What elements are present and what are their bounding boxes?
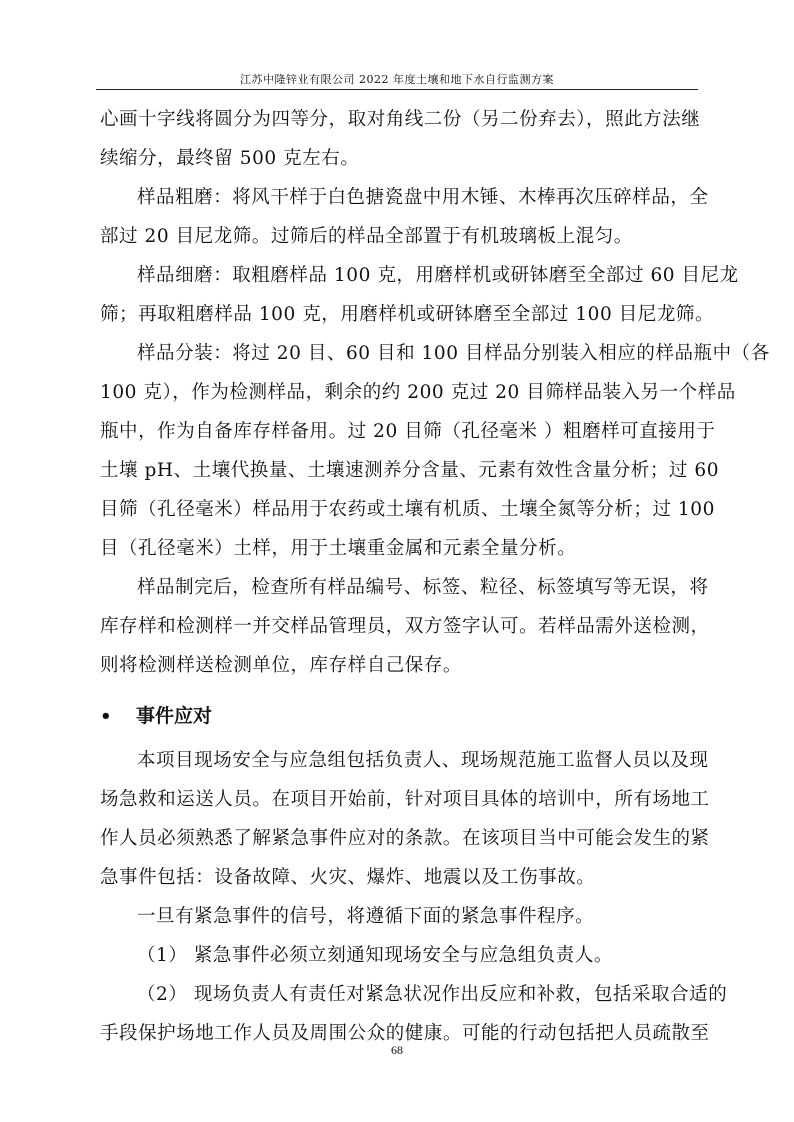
- text-line: 作人员必须熟悉了解紧急事件应对的条款。在该项目当中可能会发生的紧: [100, 828, 710, 849]
- text-line: （1） 紧急事件必须立刻通知现场安全与应急组负责人。: [137, 945, 613, 966]
- text-line: （2） 现场负责人有责任对紧急状况作出反应和补救，包括采取合适的: [137, 984, 728, 1005]
- text-line: 土壤 pH、土壤代换量、土壤速测养分含量、元素有效性含量分析；过 60: [100, 460, 720, 481]
- text-line: 目（孔径毫米）土样，用于土壤重金属和元素全量分析。: [100, 538, 577, 559]
- text-line: 目筛（孔径毫米）样品用于农药或土壤有机质、土壤全氮等分析；过 100: [100, 499, 715, 520]
- section-heading: [100, 691, 700, 741]
- text-line: 瓶中，作为自备库存样备用。过 20 目筛（孔径毫米 ）粗磨样可直接用于: [100, 421, 716, 442]
- page-number: 68: [391, 1043, 403, 1057]
- document-body: [100, 100, 770, 1053]
- text-line: 续缩分，最终留 500 克左右。: [100, 148, 360, 169]
- text-line: 样品粗磨：将风干样于白色搪瓷盘中用木锤、木棒再次压碎样品，全: [137, 187, 709, 208]
- bullet-icon: •: [100, 706, 112, 727]
- text-line: 库存样和检测样一并交样品管理员，双方签字认可。若样品需外送检测，: [100, 616, 710, 637]
- text-line: 场急救和运送人员。在项目开始前，针对项目具体的培训中，所有场地工: [100, 789, 710, 810]
- text-line: 一旦有紧急事件的信号，将遵循下面的紧急事件程序。: [137, 906, 595, 927]
- text-line: 手段保护场地工作人员及周围公众的健康。可能的行动包括把人员疏散至: [100, 1023, 710, 1044]
- text-line: 样品制完后，检查所有样品编号、标签、粒径、标签填写等无误，将: [137, 577, 709, 598]
- header-divider: [96, 89, 698, 90]
- text-line: 部过 20 目尼龙筛。过筛后的样品全部置于有机玻璃板上混匀。: [100, 226, 633, 247]
- section-heading-text: 事件应对: [136, 705, 213, 727]
- text-line: 急事件包括：设备故障、火灾、爆炸、地震以及工伤事故。: [100, 867, 596, 888]
- page-header-title: 江苏中隆锌业有限公司 2022 年度土壤和地下水自行监测方案: [240, 73, 554, 86]
- text-line: 筛；再取粗磨样品 100 克，用磨样机或研钵磨至全部过 100 目尼龙筛。: [100, 304, 714, 325]
- text-line: 样品分装：将过 20 目、60 目和 100 目样品分别装入相应的样品瓶中（各: [137, 343, 770, 364]
- text-line: 本项目现场安全与应急组包括负责人、现场规范施工监督人员以及现: [137, 750, 709, 771]
- text-line: 则将检测样送检测单位，库存样自己保存。: [100, 655, 462, 676]
- text-line: 100 克），作为检测样品，剩余的约 200 克过 20 目筛样品装入另一个样品: [100, 382, 736, 403]
- text-line: 样品细磨：取粗磨样品 100 克，用磨样机或研钵磨至全部过 60 目尼龙: [137, 265, 739, 286]
- text-line: 心画十字线将圆分为四等分，取对角线二份（另二份弃去），照此方法继: [100, 109, 701, 130]
